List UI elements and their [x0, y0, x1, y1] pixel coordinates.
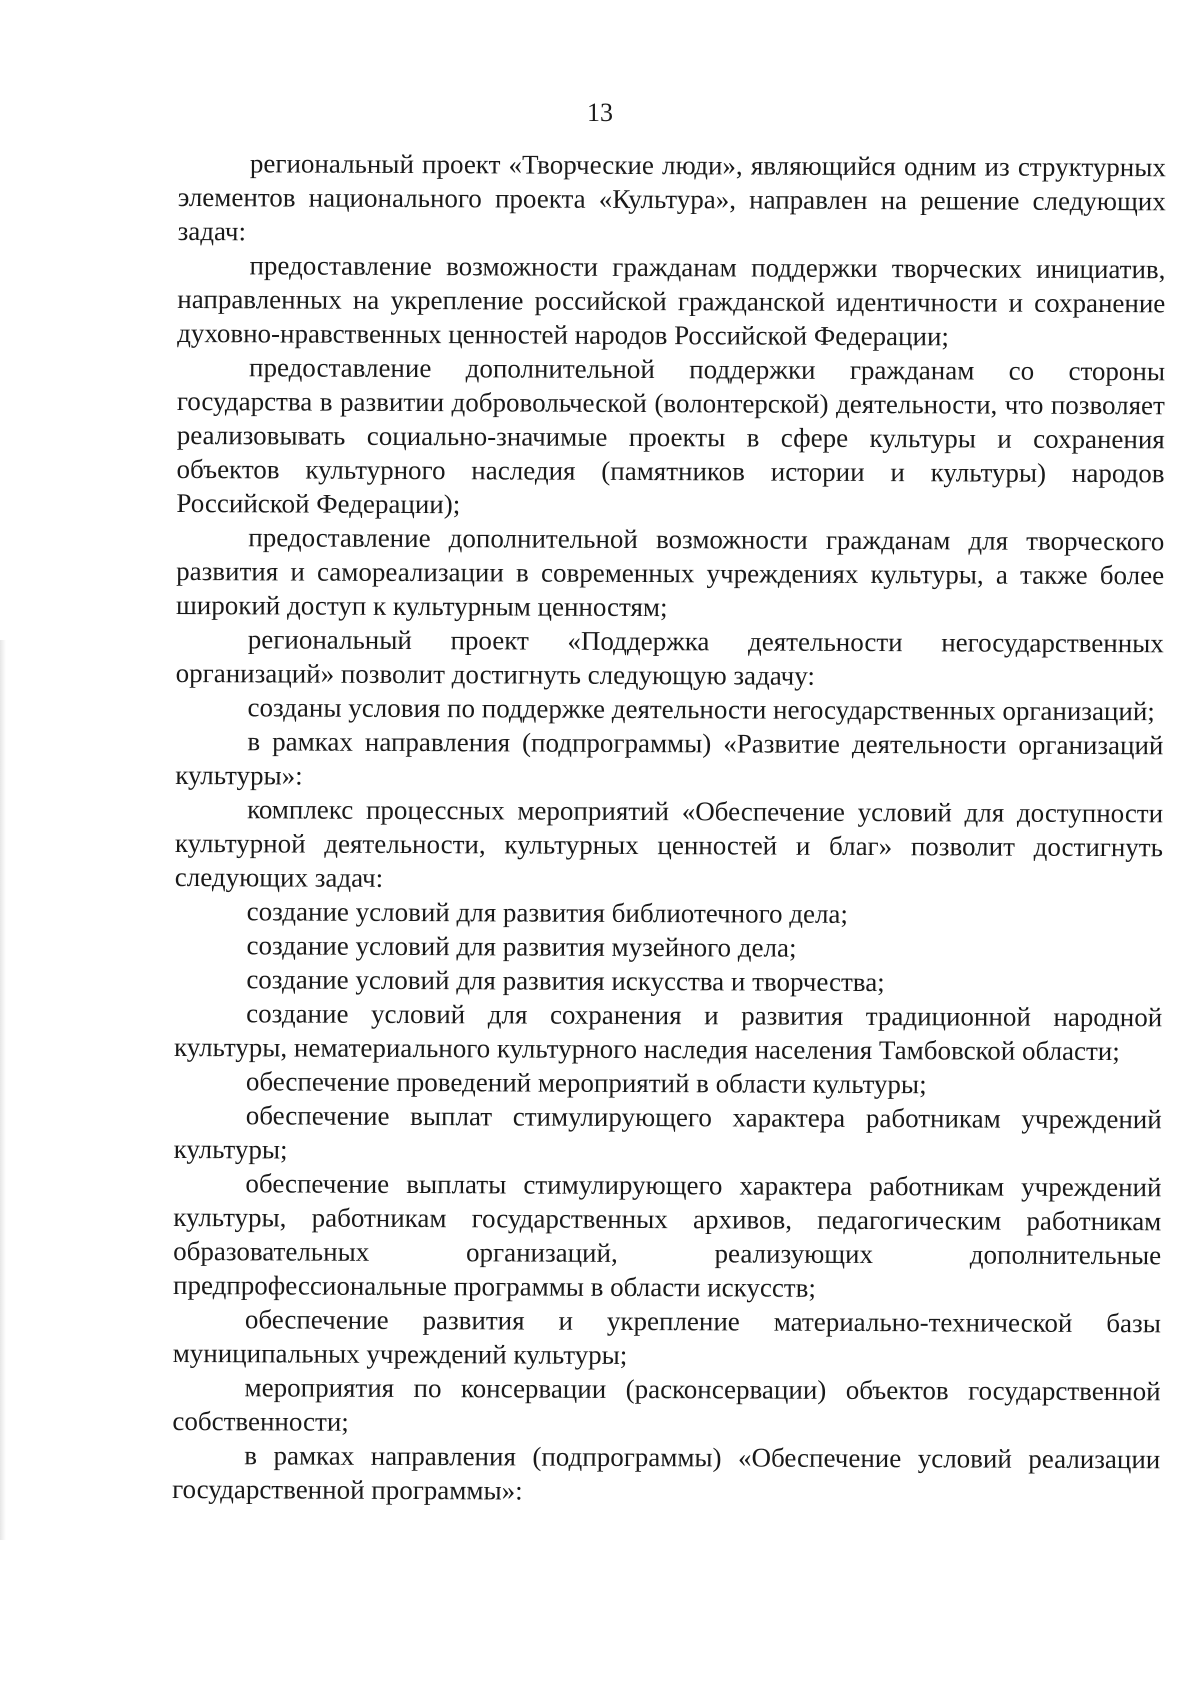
- paragraph: создание условий для развития искусства и творчества;: [246, 964, 885, 998]
- paragraph: обеспечение выплат стимулирующего характера работникам учреждений культуры;: [173, 1100, 1162, 1165]
- paragraph: в рамках направления (подпрограммы) «Развитие деятельности организаций культуры»:: [175, 726, 1164, 791]
- paragraph: обеспечение выплаты стимулирующего характера работникам учреждений культуры, работникам государственных архивов, педагогическим работникам образовательных организаций, реализующих дополнительные предпрофессиональные программы в области искусств;: [172, 1168, 1162, 1303]
- scan-edge-shadow: [0, 640, 6, 1540]
- paragraph: предоставление дополнительной поддержки гражданам со стороны государства в развитии добровольческой (волонтерской) деятельности, что позволяет реализовывать социально-значимые проекты в сфере культуры и сохранения объектов культурного наследия (памятников истории и культуры) народов Российской Федерации);: [176, 352, 1166, 520]
- paragraph: региональный проект «Поддержка деятельности негосударственных организаций» позволит достигнуть следующую задачу:: [175, 624, 1164, 691]
- paragraph: в рамках направления (подпрограммы) «Обеспечение условий реализации государственной программы»:: [172, 1440, 1161, 1506]
- paragraph: обеспечение проведений мероприятий в области культуры;: [245, 1066, 927, 1100]
- paragraph: создание условий для сохранения и развития традиционной народной культуры, нематериального культурного наследия населения Тамбовской области;: [174, 998, 1163, 1067]
- paragraph: созданы условия по поддержке деятельности негосударственных организаций;: [247, 692, 1155, 727]
- paragraph: создание условий для развития библиотечного дела;: [246, 896, 849, 929]
- paragraph: предоставление возможности гражданам поддержки творческих инициатив, направленных на укрепление российской гражданской идентичности и сохранение духовно-нравственных ценностей народов Российской Федерации;: [177, 250, 1166, 352]
- paragraph: обеспечение развития и укрепление материально-технической базы муниципальных учреждений культуры;: [172, 1304, 1161, 1370]
- paragraph: создание условий для развития музейного дела;: [246, 930, 797, 963]
- document-body: [172, 146, 1166, 1510]
- paragraph: предоставление дополнительной возможности гражданам для творческого развития и самореализации в современных учреждениях культуры, а также более широкий доступ к культурным ценностям;: [175, 522, 1165, 623]
- page-number: 13: [587, 98, 613, 127]
- paragraph: комплекс процессных мероприятий «Обеспечение условий для доступности культурной деятельности, культурных ценностей и благ» позволит достигнуть следующих задач:: [174, 794, 1164, 893]
- paragraph: региональный проект «Творческие люди», являющийся одним из структурных элементов национального проекта «Культура», направлен на решение следующих задач:: [177, 148, 1166, 247]
- paragraph: мероприятия по консервации (расконсервации) объектов государственной собственности;: [172, 1372, 1161, 1437]
